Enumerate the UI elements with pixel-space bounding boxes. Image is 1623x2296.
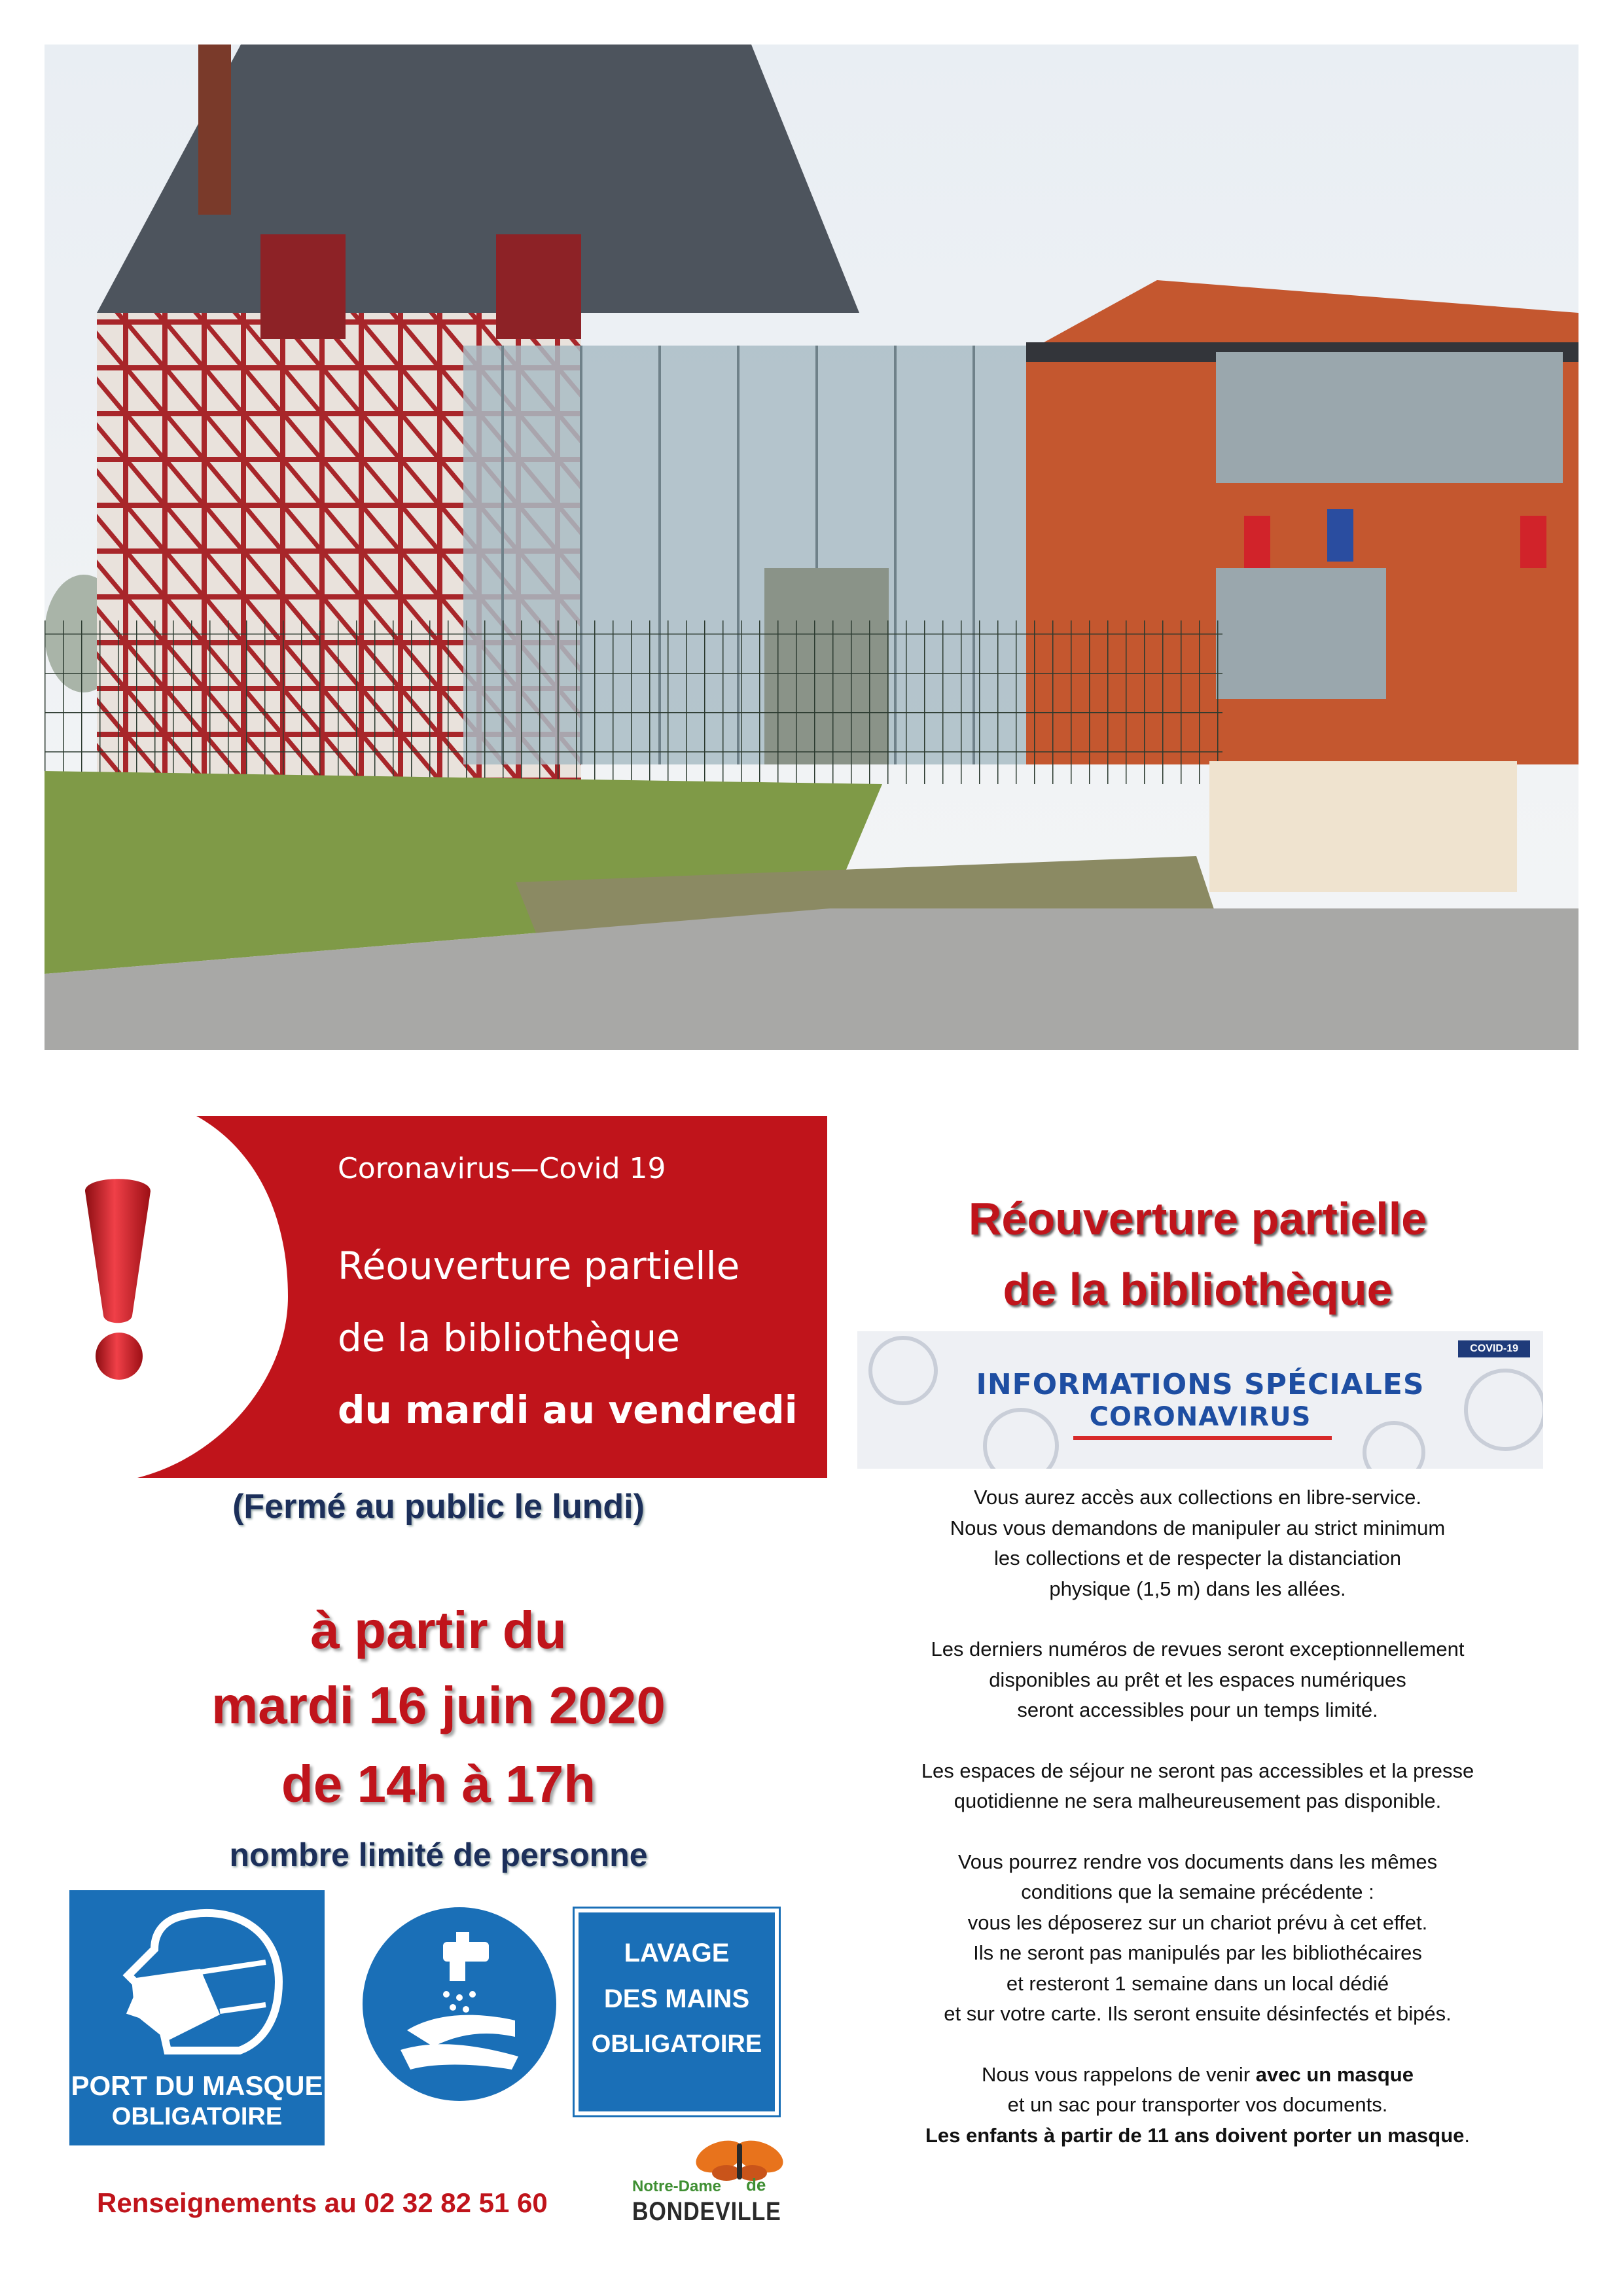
exclamation-icon bbox=[79, 1178, 157, 1388]
text-line: et sur votre carte. Ils seront ensuite désinfectés et bipés. bbox=[944, 2002, 1452, 2025]
paragraph-returns bbox=[857, 1847, 1538, 2030]
text-line: et resteront 1 semaine dans un local dédié bbox=[1006, 1971, 1389, 1995]
info-banner-line2: CORONAVIRUS bbox=[1089, 1402, 1311, 1432]
covid-tag: COVID-19 bbox=[1458, 1340, 1530, 1357]
banner-line-days: du mardi au vendredi bbox=[338, 1388, 798, 1432]
text-line: Vous pourrez rendre vos documents dans les mêmes bbox=[957, 1850, 1438, 1873]
text-line: Nous vous demandons de manipuler au strict minimum bbox=[950, 1516, 1446, 1539]
info-body-text bbox=[857, 1482, 1538, 2181]
text-line: disponibles au prêt et les espaces numériques bbox=[989, 1668, 1406, 1691]
reminder-line3 bbox=[857, 2121, 1538, 2151]
text-line: Ils ne seront pas manipulés par les bibliothécaires bbox=[973, 1941, 1422, 1964]
reminder-line2: et un sac pour transporter vos documents. bbox=[1007, 2093, 1388, 2116]
text-line: Les espaces de séjour ne seront pas accessibles et la presse bbox=[921, 1759, 1474, 1782]
reminder-mask-bold: avec un masque bbox=[1255, 2062, 1414, 2086]
banner-line-reopening: Réouverture partielle bbox=[338, 1244, 740, 1288]
text-line: Vous aurez accès aux collections en libre-service. bbox=[973, 1486, 1422, 1509]
text-line: les collections et de respecter la distanciation bbox=[993, 1547, 1402, 1570]
banner-subtitle: Coronavirus—Covid 19 bbox=[338, 1152, 666, 1185]
logo-small-text: Notre-Dame bbox=[632, 2178, 722, 2195]
date-from-label: à partir du bbox=[310, 1601, 567, 1659]
contact-phone: Renseignements au 02 32 82 51 60 bbox=[97, 2187, 548, 2218]
mask-face-icon bbox=[69, 1890, 325, 2060]
lavage-line1: LAVAGE bbox=[624, 1939, 730, 1967]
closed-monday-note: (Fermé au public le lundi) bbox=[232, 1488, 645, 1526]
right-title-line1: Réouverture partielle bbox=[968, 1193, 1427, 1244]
reminder-text: Nous vous rappelons de venir bbox=[982, 2062, 1256, 2086]
text-line: physique (1,5 m) dans les allées. bbox=[1049, 1577, 1346, 1600]
handwash-icon bbox=[361, 1906, 558, 2102]
text-line: Les derniers numéros de revues seront exceptionnellement bbox=[931, 1638, 1465, 1660]
town-logo bbox=[628, 2137, 785, 2229]
lavage-line2: DES MAINS bbox=[603, 1984, 750, 2013]
paragraph-magazines bbox=[857, 1634, 1538, 1726]
reminder-line1 bbox=[857, 2060, 1538, 2090]
handwash-sign bbox=[361, 1906, 558, 2102]
mask-sign-line2: OBLIGATOIRE bbox=[111, 2103, 283, 2130]
lavage-line3: OBLIGATOIRE bbox=[591, 2030, 762, 2058]
text-line: vous les déposerez sur un chariot prévu à cet effet. bbox=[967, 1910, 1428, 1934]
library-photo-image bbox=[45, 45, 1578, 1050]
limited-capacity-note: nombre limité de personne bbox=[229, 1837, 648, 1873]
info-banner-underline bbox=[1073, 1436, 1332, 1440]
text-line: conditions que la semaine précédente : bbox=[1021, 1880, 1374, 1903]
library-building-photo bbox=[45, 45, 1578, 1050]
info-banner-line1: INFORMATIONS SPÉCIALES bbox=[976, 1368, 1425, 1401]
right-title-line2: de la bibliothèque bbox=[1003, 1264, 1393, 1315]
reminder-period: . bbox=[1464, 2123, 1471, 2147]
hours-value: de 14h à 17h bbox=[281, 1755, 596, 1813]
coronavirus-info-banner bbox=[857, 1331, 1543, 1469]
banner-line-library: de la bibliothèque bbox=[338, 1316, 680, 1360]
paragraph-collections bbox=[857, 1482, 1538, 1604]
date-value: mardi 16 juin 2020 bbox=[211, 1676, 666, 1734]
text-line: quotidienne ne sera malheureusement pas disponible. bbox=[954, 1789, 1442, 1812]
text-line: seront accessibles pour un temps limité. bbox=[1017, 1698, 1378, 1721]
paragraph-reading-spaces bbox=[857, 1756, 1538, 1817]
butterfly-icon bbox=[694, 2137, 785, 2183]
mask-mandatory-sign bbox=[69, 1890, 325, 2145]
logo-main-text: BONDEVILLE bbox=[632, 2197, 781, 2226]
handwash-mandatory-sign bbox=[575, 1909, 779, 2115]
mask-sign-line1: PORT DU MASQUE bbox=[71, 2070, 323, 2101]
paragraph-reminder bbox=[857, 2060, 1538, 2151]
logo-de-text: de bbox=[746, 2175, 766, 2195]
reminder-children-bold: Les enfants à partir de 11 ans doivent porter un masque bbox=[925, 2123, 1465, 2147]
